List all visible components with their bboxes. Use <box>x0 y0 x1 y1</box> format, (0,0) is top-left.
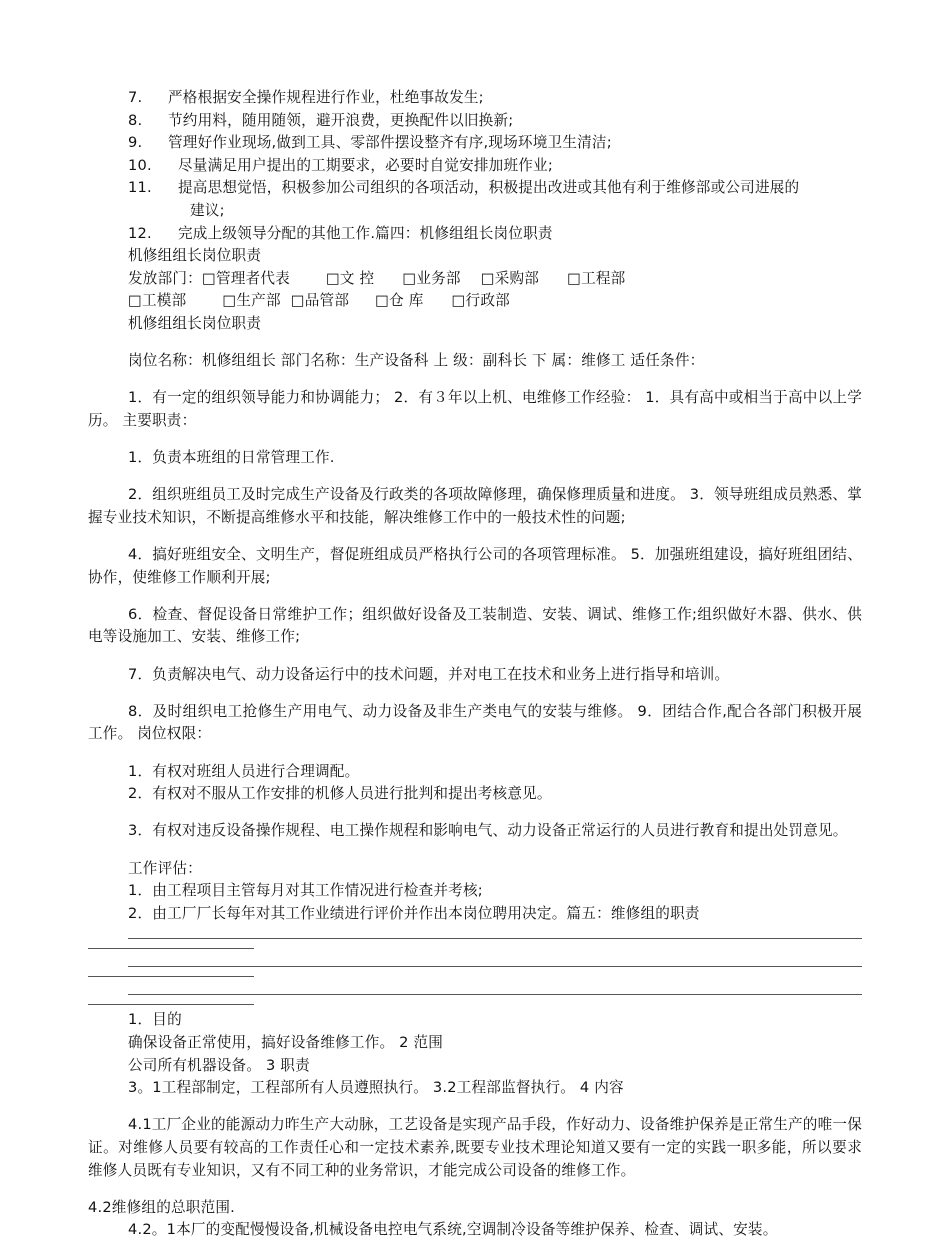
section-text: 公司所有机器设备。 3 职责 <box>128 1056 310 1074</box>
post-info: 岗位名称：机修组组长 部门名称：生产设备科 上 级：副科长 下 属：维修工 适任条件： <box>128 352 705 370</box>
divider-line <box>88 967 254 977</box>
divider-line <box>128 981 862 995</box>
list-item-7: 7. 严格根据安全操作规程进行作业，杜绝事故发生; <box>128 89 484 106</box>
section-text: 确保设备正常使用，搞好设备维修工作。 2 范围 <box>128 1033 444 1051</box>
dept-item: 发放部门：□管理者代表 <box>128 269 290 287</box>
duty-item: 4．搞好班组安全、文明生产，督促班组成员严格执行公司的各项管理标准。 5．加强班组建设，搞好班组团结、协作，使维修工作顺利开展; <box>88 546 862 586</box>
list-item-12: 12. 完成上级领导分配的其他工作.篇四：机修组组长岗位职责 <box>128 224 553 242</box>
section-text: 3。1工程部制定，工程部所有人员遵照执行。 3.2工程部监督执行。 4 内容 <box>128 1079 624 1097</box>
duty-item: 7．负责解决电气、动力设备运行中的技术问题，并对电工在技术和业务上进行指导和培训。 <box>128 665 730 683</box>
right-item: 2．有权对不服从工作安排的机修人员进行批判和提出考核意见。 <box>128 785 552 803</box>
right-item: 3．有权对违反设备操作规程、电工操作规程和影响电气、动力设备正常运行的人员进行教育和提出处罚意见。 <box>128 822 848 840</box>
dept-item: □业务部 <box>402 269 461 287</box>
dept-row-2 <box>88 290 862 313</box>
duty-item: 2．组织班组员工及时完成生产设备及行政类的各项故障修理，确保修理质量和进度。 3．领导班组成员熟悉、掌握专业技术知识，不断提高维修水平和技能，解决维修工作中的一般技术性的问题; <box>88 486 862 526</box>
dept-item: □生产部 <box>222 292 281 310</box>
duty-item: 6．检查、督促设备日常维护工作；组织做好设备及工装制造、安装、调试、维修工作;组织做好木器、供水、供电等设施加工、安装、维修工作; <box>88 605 862 646</box>
divider-line <box>88 939 254 949</box>
dept-item: □采购部 <box>480 269 540 287</box>
dept-item: □行政部 <box>451 292 510 310</box>
list-item-10: 10. 尽量满足用户提出的工期要求，必要时自觉安排加班作业; <box>128 156 553 174</box>
dept-item: □工模部 <box>128 292 187 310</box>
section-text: 4.2维修组的总职范围. <box>88 1198 235 1216</box>
dept-item: □仓 库 <box>375 292 424 310</box>
dept-item: □工程部 <box>567 269 626 287</box>
dept-item: □品管部 <box>290 292 350 310</box>
duty-item: 8．及时组织电工抢修生产用电气、动力设备及非生产类电气的安装与维修。 9．团结合作,配合各部门积极开展工作。 岗位权限： <box>88 702 862 743</box>
section-text: 4.1工厂企业的能源动力昨生产大动脉，工艺设备是实现产品手段，作好动力、设备维护保养是正常生产的唯一保证。对维修人员要有较高的工作责任心和一定技术素养,既要专业技术理论知道又要有一定的实践一职多能，所以要求维修人员既有专业知识，又有不同工种的业务常识，才能完成公司设备的维修工作。 <box>88 1116 862 1179</box>
section-heading: 1．目的 <box>128 1011 182 1029</box>
section-title: 机修组组长岗位职责 <box>128 314 262 332</box>
eval-title: 工作评估： <box>128 859 202 877</box>
requirements: 1．有一定的组织领导能力和协调能力； 2．有３年以上机、电维修工作经验： 1．具有高中或相当于高中以上学历。 主要职责： <box>88 389 862 429</box>
duty-item: 1．负责本班组的日常管理工作. <box>128 449 335 467</box>
section-text: 4.2。1本厂的变配慢慢设备,机械设备电控电气系统,空调制冷设备等维护保养、检查、调试、安装。 <box>128 1221 778 1239</box>
dept-row-1 <box>88 268 862 291</box>
eval-item: 2．由工厂厂长每年对其工作业绩进行评价并作出本岗位聘用决定。篇五：维修组的职责 <box>128 904 700 922</box>
divider-line <box>88 995 254 1005</box>
document-page <box>88 87 862 1242</box>
list-item-11: 11. 提高思想觉悟，积极参加公司组织的各项活动，积极提出改进或其他有利于维修部或公司进展的 <box>128 179 800 197</box>
divider-line <box>128 953 862 967</box>
right-item: 1．有权对班组人员进行合理调配。 <box>128 762 360 780</box>
list-item-8: 8. 节约用料，随用随领，避开浪费，更换配件以旧换新; <box>128 111 514 129</box>
eval-item: 1．由工程项目主管每月对其工作情况进行检查并考核; <box>128 882 483 900</box>
divider-line <box>128 925 862 939</box>
section-title: 机修组组长岗位职责 <box>128 247 262 265</box>
list-item-11-cont: 建议; <box>190 201 225 219</box>
dept-item: □文 控 <box>325 269 375 287</box>
list-item-9: 9. 管理好作业现场,做到工具、零部件摆设整齐有序,现场环境卫生清洁; <box>128 134 612 152</box>
